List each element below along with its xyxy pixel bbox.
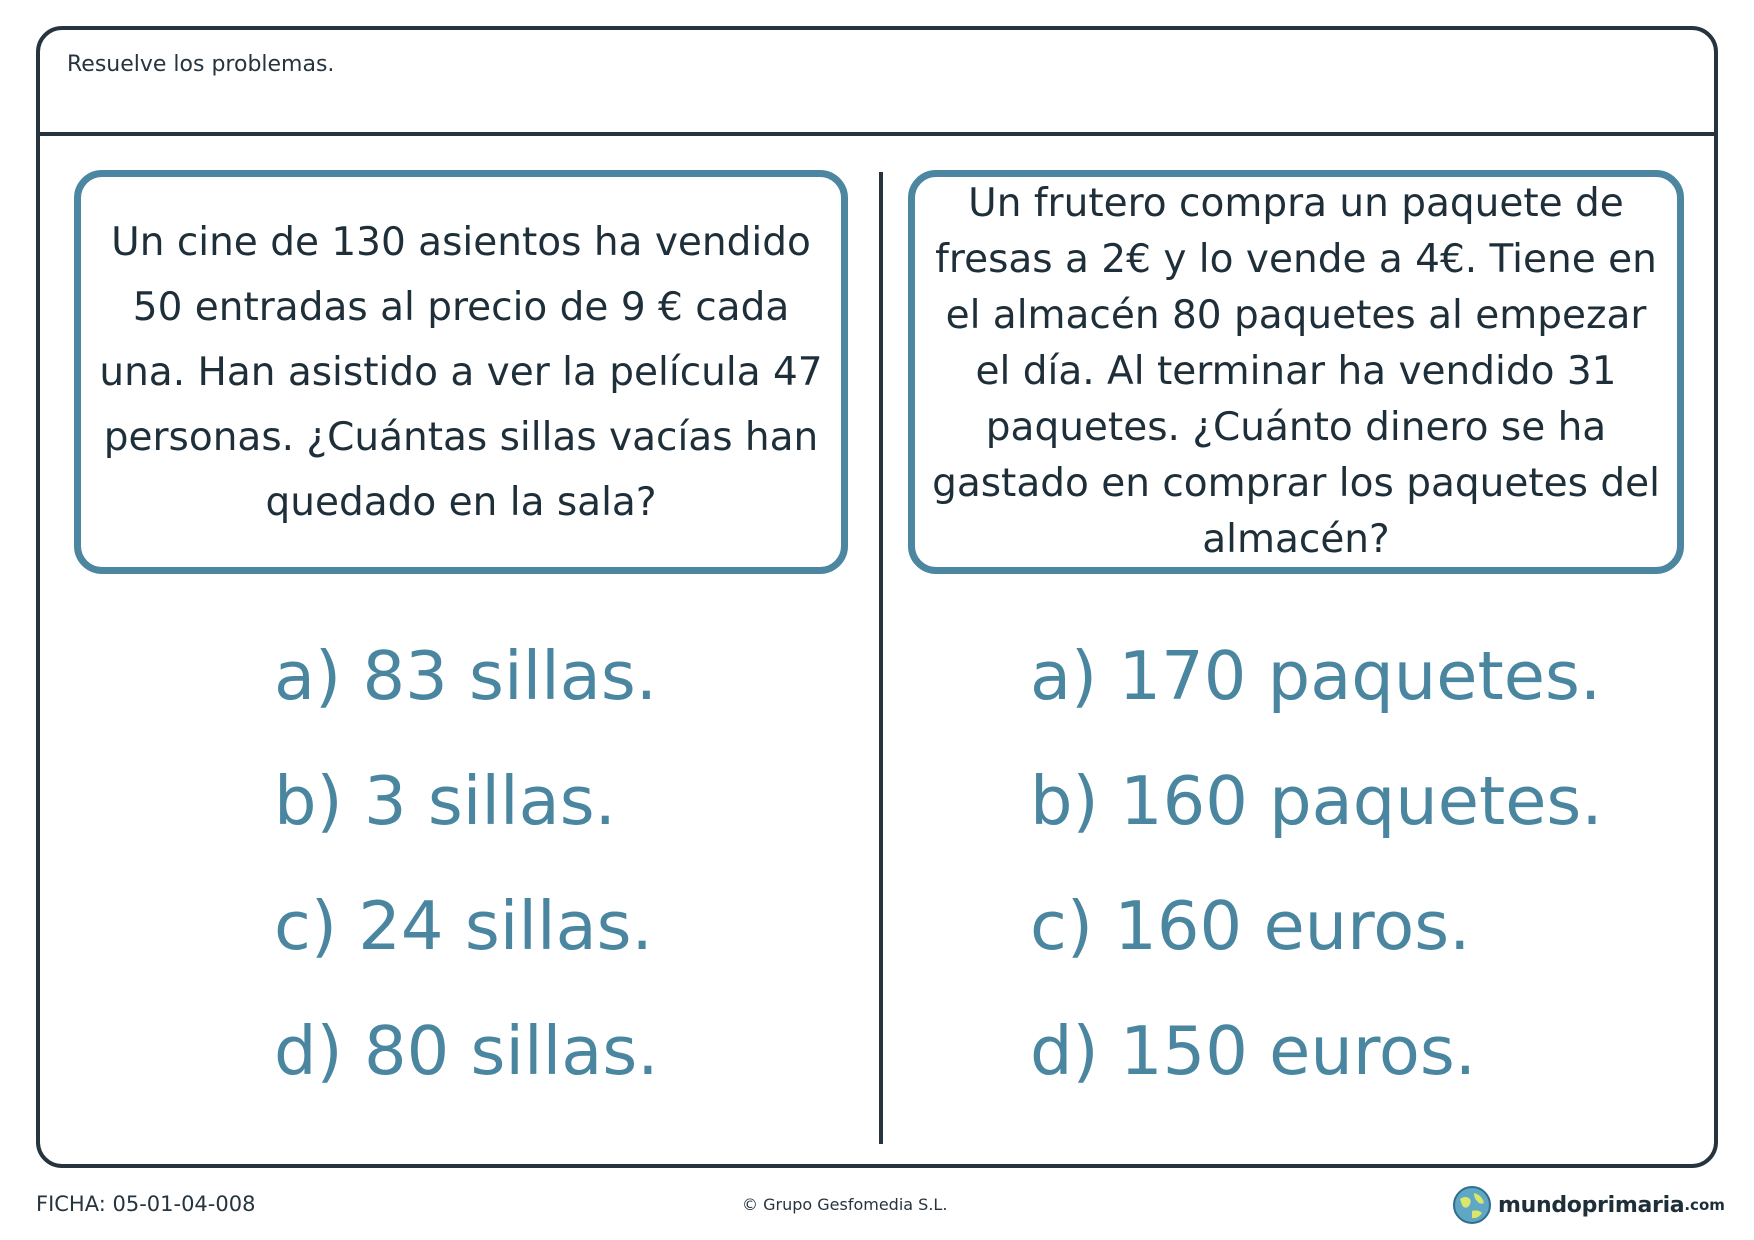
- brand-logo[interactable]: [1452, 1183, 1725, 1227]
- brand-name: mundoprimaria: [1498, 1192, 1685, 1218]
- worksheet-frame: [36, 26, 1718, 1168]
- problem-2-option-a[interactable]: a) 170 paquetes.: [1030, 637, 1602, 715]
- problem-1-options: [274, 614, 659, 1114]
- globe-icon: [1452, 1185, 1492, 1225]
- copyright: © Grupo Gesfomedia S.L.: [742, 1195, 948, 1214]
- ficha-code: FICHA: 05-01-04-008: [36, 1192, 256, 1216]
- problem-2-option-d[interactable]: d) 150 euros.: [1030, 1012, 1477, 1090]
- problem-2-option-c[interactable]: c) 160 euros.: [1030, 887, 1471, 965]
- problem-1-option-b[interactable]: b) 3 sillas.: [274, 762, 616, 840]
- problem-1-option-a[interactable]: a) 83 sillas.: [274, 637, 658, 715]
- problem-1-option-d[interactable]: d) 80 sillas.: [274, 1012, 659, 1090]
- problem-2-options: [1030, 614, 1603, 1114]
- problem-2-option-b[interactable]: b) 160 paquetes.: [1030, 762, 1603, 840]
- header-divider: [40, 132, 1714, 136]
- problem-2-question: Un frutero compra un paquete de fresas a 2€ y lo vende a 4€. Tiene en el almacén 80 paquetes al empezar el día. Al terminar ha vendido 31 paquetes. ¿Cuánto dinero se ha gastado en comprar los paquetes del almacén?: [932, 181, 1660, 562]
- problem-1-box: [74, 170, 848, 574]
- column-divider: [879, 172, 883, 1144]
- problem-1-question: Un cine de 130 asientos ha vendido 50 entradas al precio de 9 € cada una. Han asistido a ver la película 47 personas. ¿Cuántas sillas vacías han quedado en la sala?: [99, 219, 823, 525]
- problem-2-box: [908, 170, 1684, 574]
- instructions: Resuelve los problemas.: [67, 52, 335, 77]
- brand-tld: .com: [1684, 1196, 1725, 1214]
- problem-1-option-c[interactable]: c) 24 sillas.: [274, 887, 653, 965]
